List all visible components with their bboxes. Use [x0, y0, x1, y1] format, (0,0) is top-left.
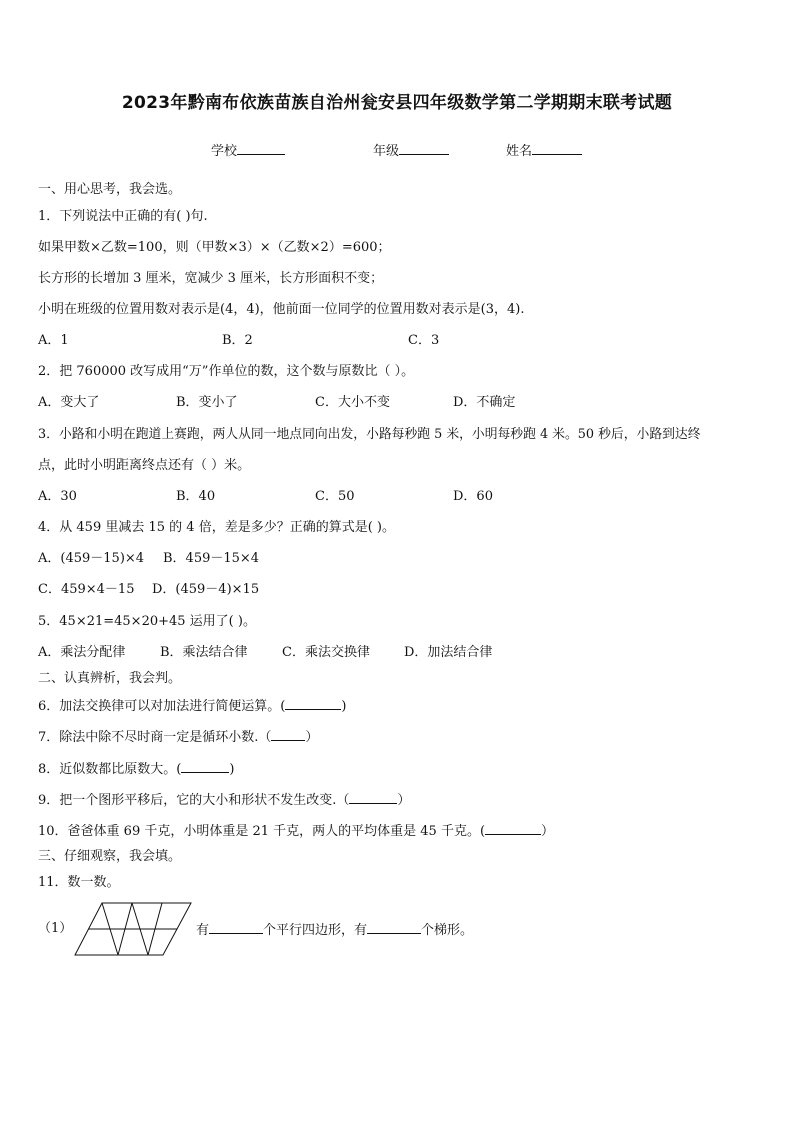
q1-statement-3: 小明在班级的位置用数对表示是(4，4)，他前面一位同学的位置用数对表示是(3，4).	[38, 302, 525, 317]
grade-blank[interactable]	[399, 142, 449, 155]
q5-option-d[interactable]: D．加法结合律	[404, 645, 493, 660]
school-label: 学校	[211, 144, 238, 159]
q3-option-c[interactable]: C．50	[315, 489, 355, 504]
q5-option-a[interactable]: A．乘法分配律	[38, 645, 126, 660]
q4-option-c[interactable]: C．459×4－15	[38, 582, 135, 597]
q10-text: 10．爸爸体重 69 千克，小明体重是 21 千克，两人的平均体重是 45 千克。(	[38, 824, 486, 839]
q11-parallelogram-blank[interactable]	[209, 921, 263, 934]
name-field	[506, 140, 582, 159]
q7-text: 7．除法中除不尽时商一定是循环小数.（	[38, 730, 272, 745]
q11-trapezoid-blank[interactable]	[367, 921, 421, 934]
school-field	[211, 140, 285, 159]
q4-option-b[interactable]: B．459－15×4	[163, 551, 260, 566]
q2-option-b[interactable]: B．变小了	[176, 395, 238, 410]
exam-title: 2023年黔南布依族苗族自治州瓮安县四年级数学第二学期期末联考试题	[121, 93, 673, 113]
q11-stem: 11．数一数。	[38, 875, 120, 890]
q1-option-a[interactable]: A．1	[38, 333, 69, 348]
q1-statement-1: 如果甲数×乙数=100，则（甲数×3）×（乙数×2）=600；	[38, 240, 391, 255]
grade-label: 年级	[373, 144, 400, 159]
q2-option-c[interactable]: C．大小不变	[315, 395, 390, 410]
q6-line: 6．加法交换律可以对加法进行简便运算。( )	[38, 699, 347, 714]
q5-option-b[interactable]: B．乘法结合律	[160, 645, 248, 660]
q4-option-a[interactable]: A．(459－15)×4	[38, 551, 145, 566]
q9-text: 9．把一个图形平移后，它的大小和形状不发生改变.（	[38, 793, 350, 808]
q3-stem-line-2: 点，此时小明距离终点还有（ ）米。	[38, 458, 251, 473]
q2-option-a[interactable]: A．变大了	[38, 395, 100, 410]
parallelogram-trapezoid-figure	[74, 902, 192, 956]
q11-answer-line: 有 个平行四边形，有 个梯形。	[196, 923, 474, 938]
q8-text: 8．近似数都比原数大。(	[38, 762, 182, 777]
q9-line: 9．把一个图形平移后，它的大小和形状不发生改变.（ ）	[38, 793, 411, 808]
q3-option-d[interactable]: D．60	[453, 489, 493, 504]
q3-stem-line-1: 3．小路和小明在跑道上赛跑，两人从同一地点同向出发，小路每秒跑 5 米，小明每秒跑 4 米。50 秒后，小路到达终	[38, 427, 701, 442]
q7-answer-blank[interactable]	[271, 728, 305, 741]
q10-answer-blank[interactable]	[485, 822, 541, 835]
q3-option-b[interactable]: B．40	[176, 489, 216, 504]
q4-stem: 4．从 459 里减去 15 的 4 倍，差是多少？正确的算式是( )。	[38, 520, 395, 535]
section-heading-2: 二、认真辨析，我会判。	[38, 671, 182, 686]
q5-option-c[interactable]: C．乘法交换律	[282, 645, 370, 660]
q1-statement-2: 长方形的长增加 3 厘米，宽减少 3 厘米，长方形面积不变；	[38, 271, 384, 286]
q10-line: 10．爸爸体重 69 千克，小明体重是 21 千克，两人的平均体重是 45 千克。( ）	[38, 824, 555, 839]
q2-stem: 2．把 760000 改写成用“万”作单位的数，这个数与原数比（ ）。	[38, 364, 415, 379]
q3-option-a[interactable]: A．30	[38, 489, 77, 504]
section-heading-1: 一、用心思考，我会选。	[38, 182, 182, 197]
q11-sub-label: （1）	[38, 921, 73, 936]
q6-answer-blank[interactable]	[285, 697, 341, 710]
school-blank[interactable]	[237, 142, 285, 155]
grade-field	[373, 140, 449, 159]
q8-answer-blank[interactable]	[181, 760, 229, 773]
q6-text: 6．加法交换律可以对加法进行简便运算。(	[38, 699, 286, 714]
name-blank[interactable]	[532, 142, 582, 155]
q1-option-b[interactable]: B．2	[222, 333, 253, 348]
q8-line: 8．近似数都比原数大。( )	[38, 762, 235, 777]
q2-option-d[interactable]: D．不确定	[453, 395, 516, 410]
q5-stem: 5．45×21=45×20+45 运用了( )。	[38, 614, 256, 629]
q1-option-c[interactable]: C．3	[408, 333, 440, 348]
q1-stem: 1．下列说法中正确的有( )句.	[38, 209, 208, 224]
section-heading-3: 三、仔细观察，我会填。	[38, 849, 182, 864]
name-label: 姓名	[506, 144, 533, 159]
q9-answer-blank[interactable]	[349, 791, 397, 804]
q4-option-d[interactable]: D．(459－4)×15	[152, 582, 260, 597]
q7-line: 7．除法中除不尽时商一定是循环小数.（ ）	[38, 730, 319, 745]
